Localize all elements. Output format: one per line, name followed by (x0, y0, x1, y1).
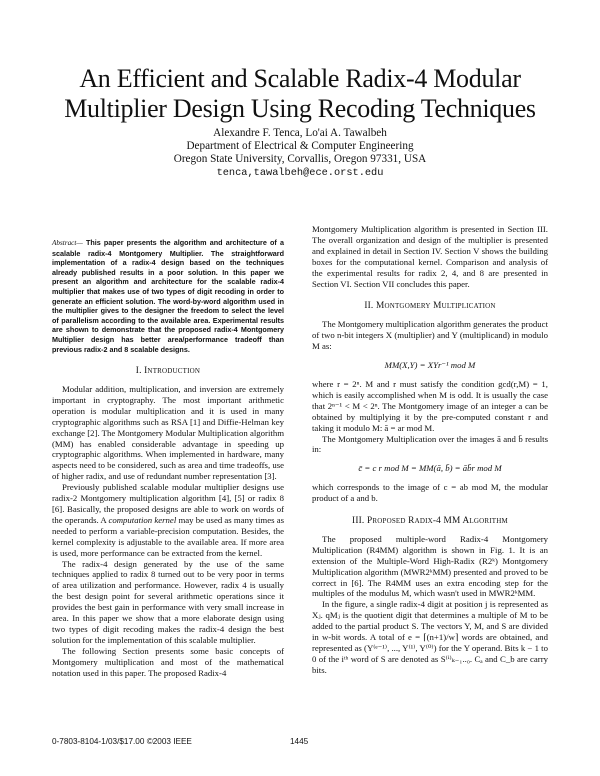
abstract (52, 238, 284, 354)
intro-paragraph-4: The following Section presents some basic concepts of Montgomery multiplication and most of the mathematical notation used in this paper. The proposed Radix-4 (52, 645, 284, 678)
left-column (52, 238, 284, 679)
author-names: Alexandre F. Tenca, Lo'ai A. Tawalbeh (213, 127, 387, 139)
intro-p2-emphasis: computation kernel (108, 514, 177, 525)
r4mm-paragraph-2: In the figure, a single radix-4 digit at position j is represented as Xⱼ. qMⱼ is the quotient digit that determines a multiple of M to be added to the partial product S. The vectors Y, M, and S are divided in w-bit words. A total of e = ⌈(n+1)/w⌉ words are obtained, and represented as (Y⁽ᵉ⁻¹⁾, ..., Y⁽¹⁾, Y⁽⁰⁾) for the Y operand. Bits k − 1 to 0 of the iᵗʰ word of S are denoted as S⁽ⁱ⁾ₖ₋₁..₀. Cₐ and C_b are carry bits. (312, 599, 548, 675)
intro-p2-end: may be used as many times as needed to perform a variable-precision computation. Besides, the kernel complexity is adjustable to the available area. If more area is used, more performance can be extracted from the kernel. (52, 514, 284, 558)
author-block (40, 127, 560, 180)
author-department: Department of Electrical & Computer Engineering (186, 140, 414, 153)
section-heading-r4mm: III. Proposed Radix-4 MM Algorithm (352, 516, 508, 527)
intro-p2-start: Previously published scalable modular multiplier designs use radix-2 Montgomery multiplication algorithm [4], [5] or radix 8 [6]. Basically, the proposed designs are able to work on words of the operands. A (52, 482, 284, 525)
abstract-lead: Abstract— (52, 239, 83, 247)
paper-title (40, 64, 560, 124)
section-heading-introduction: I. Introduction (135, 366, 201, 377)
intro-paragraph-3: The radix-4 design generated by the use of the same techniques applied to radix 8 turned out to be very poor in terms of area utilization and performance. However, radix 4 is usually the best design point for several arithmetic operations since it provides the best gain in performance with very small increase in area. In this paper we show that a more elaborate design using two types of digit recoding makes the radix-4 design the best solution for the implementation of this scalable multiplier. (52, 558, 284, 645)
section-heading-montgomery: II. Montgomery Multiplication (364, 301, 496, 312)
abstract-text: This paper presents the algorithm and architecture of a scalable radix-4 Montgomery Multiplier. The straightforward implementation of a radix-4 design based on the techniques already published results in a poor solution. In this paper we present an algorithm and architecture for the scalable radix-4 multiplier that makes use of two types of digit recoding in order to generate an efficient solution. The word-by-word algorithm used in the multiplier gives to the designer the freedom to select the level of parallelism according to the available area. Experimental results are shown to demonstrate that the proposed radix-4 Montgomery Multiplier design has better area/performance tradeoff than previous radix-2 and 8 scalable designs. (52, 238, 285, 354)
right-column (312, 224, 548, 676)
intro-paragraph-2 (52, 482, 284, 558)
equation-image-product: c̄ = c r mod M = MM(ā, b̄) = āb̄r mod M (358, 463, 502, 474)
footer-copyright: 0-7803-8104-1/03/$17.00 ©2003 IEEE (52, 737, 192, 746)
page-number: 1445 (290, 737, 309, 746)
r4mm-paragraph-1: The proposed multiple-word Radix-4 Montgomery Multiplication (R4MM) algorithm is shown in Fig. 1. It is an extension of the Multiple-Word High-Radix (R2ᵏ) Montgomery Multiplication algorithm (MWR2ᵏMM) presented and proved to be correct in [6]. The R4MM uses an extra encoding step for the multiples of the modulus M, which wasn't used in MWR2ᵏMM. (312, 533, 548, 599)
author-university: Oregon State University, Corvallis, Oregon 97331, USA (173, 153, 427, 166)
title-line-1: An Efficient and Scalable Radix-4 Modular (79, 64, 521, 93)
continued-paragraph: Montgomery Multiplication algorithm is presented in Section III. The overall organization and design of the multiplier is presented and explained in detail in Section IV. Section V shows the building boxes for the computational kernel. Comparison and analysis of the experimental results for radix 2, 4, and 8 are presented in Section VI. Section VII concludes this paper. (312, 224, 548, 289)
montgomery-paragraph-4: which corresponds to the image of c = ab mod M, the modular product of a and b. (312, 482, 548, 504)
montgomery-paragraph-3: The Montgomery Multiplication over the images ā and b̄ results in: (312, 433, 548, 455)
intro-paragraph-1: Modular addition, multiplication, and inversion are extremely important in cryptography. The most important arithmetic operation is modular multiplication and it is used in many cryptographic algorithms such as RSA [1] and Diffie-Helman key exchange [2]. The Montgomery Modular Multiplication algorithm (MM) has enabled considerable advantage in speeding up cryptographic algorithms. When implemented in hardware, many aspects need to be considered, such as area and time tradeoffs, use of higher radix, and use of redundant number representation [3]. (52, 384, 284, 482)
title-line-2: Multiplier Design Using Recoding Techniques (64, 94, 536, 123)
montgomery-paragraph-2: where r = 2ⁿ. M and r must satisfy the condition gcd(r,M) = 1, which is easily accomplished when M is odd. It is usually the case that 2ⁿ⁻¹ < M < 2ⁿ. The Montgomery image of an integer a can be obtained by multiplying it by the pre-computed constant r and taking it modulo M: ā = ar mod M. (312, 378, 548, 433)
author-email: tenca,tawalbeh@ece.orst.edu (216, 166, 384, 179)
montgomery-paragraph-1: The Montgomery multiplication algorithm generates the product of two n-bit integers X (multiplier) and Y (multiplicand) in modulo M as: (312, 319, 548, 352)
equation-mm: MM(X,Y) = XYr⁻¹ mod M (384, 360, 476, 371)
